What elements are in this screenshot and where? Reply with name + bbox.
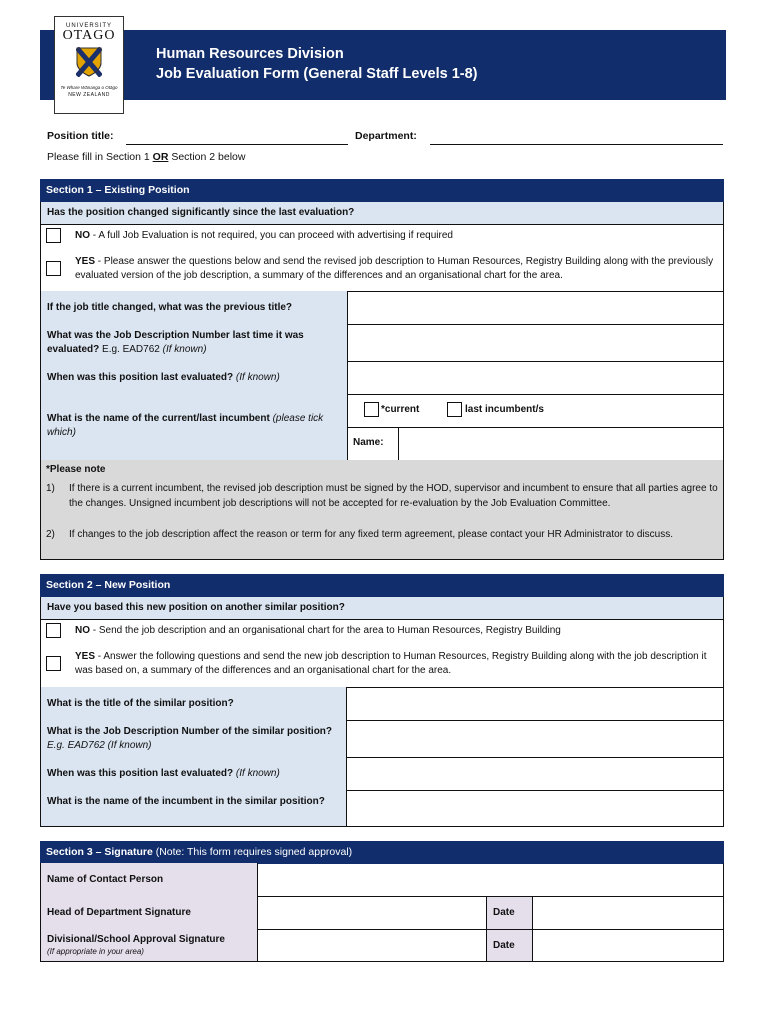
divisional-label xyxy=(41,929,257,961)
department-field[interactable] xyxy=(430,144,723,145)
section2-no-label: NO xyxy=(75,625,90,636)
divider xyxy=(347,427,724,428)
last-incumbent-label: last incumbent/s xyxy=(465,404,544,415)
note2-number: 2) xyxy=(46,529,55,540)
contact-label: Name of Contact Person xyxy=(41,863,257,896)
hod-date-label: Date xyxy=(487,897,532,929)
header-title xyxy=(156,44,478,84)
section2-header: Section 2 – New Position xyxy=(40,574,724,597)
section2-no-checkbox[interactable] xyxy=(46,623,61,638)
name-label: Name: xyxy=(353,437,384,448)
logo-university-text: UNIVERSITY xyxy=(65,23,112,29)
section2-no-text: - Send the job description and an organisational chart for the area to Human Resources, Registry Building xyxy=(90,625,561,636)
similar-jd-answer[interactable] xyxy=(347,721,723,757)
hod-label: Head of Department Signature xyxy=(41,896,257,929)
logo-motto: Te Whare Wānanga o Otāgo xyxy=(60,85,118,90)
section1-yes-text: - Please answer the questions below and send the revised job description to Human Resources, Registry Building along with the previously evaluated version of the job description, a summary of the differences and an organisational chart for the area. xyxy=(75,256,714,281)
section3-header xyxy=(40,841,724,864)
position-title-field[interactable] xyxy=(126,144,348,145)
university-logo xyxy=(54,16,124,114)
section2-yes-option xyxy=(75,650,717,678)
fill-prefix: Please fill in Section 1 xyxy=(47,151,153,163)
divisional-signature-field[interactable] xyxy=(258,930,486,961)
similar-jd-eg: E.g. EAD762 xyxy=(47,740,108,751)
contact-field[interactable] xyxy=(258,864,723,896)
section1-no-text: - A full Job Evaluation is not required, you can proceed with advertising if required xyxy=(90,230,453,241)
last-incumbent-checkbox[interactable] xyxy=(447,402,462,417)
crest-icon xyxy=(76,47,102,77)
section1-yes-option xyxy=(75,255,717,283)
hod-signature-field[interactable] xyxy=(258,897,486,929)
note1-text: If there is a current incumbent, the revised job description must be signed by the HOD, supervisor and incumbent to ensure that all parties agree to the changes. Unsigned incumbent job descriptions will not be accepted for re-evaluation by the Job Evaluation Committee. xyxy=(69,483,718,509)
similar-incumbent-answer[interactable] xyxy=(347,791,723,826)
note2-text: If changes to the job description affect the reason or term for any fixed term agreement, please contact your HR Administrator to discuss. xyxy=(69,529,674,540)
section2-question: Have you based this new position on another similar position? xyxy=(40,597,724,620)
section3-title: Section 3 – Signature xyxy=(46,846,153,858)
divider xyxy=(398,427,399,461)
divisional-label-text: Divisional/School Approval Signature xyxy=(47,934,225,945)
section1-no-checkbox[interactable] xyxy=(46,228,61,243)
section2-no-option xyxy=(75,624,715,638)
similar-title-answer[interactable] xyxy=(347,688,723,720)
section1-question: Has the position changed significantly since the last evaluation? xyxy=(40,202,724,225)
section1-no-option xyxy=(75,229,715,243)
section2-yes-text: - Answer the following questions and send the new job description to Human Resources, Registry Building along with the job description it was based on, a summary of the differences and an organisational chart for the area. xyxy=(75,651,707,676)
fill-or: OR xyxy=(152,151,169,163)
prev-title-answer[interactable] xyxy=(348,292,723,324)
similar-eval-known: (If known) xyxy=(235,768,280,779)
incumbent-tick: (please tick which) xyxy=(47,413,324,438)
similar-jd-known: (If known) xyxy=(107,740,152,751)
current-label: *current xyxy=(381,404,420,415)
jd-number-question-text: What was the Job Description Number last time it was evaluated? xyxy=(47,330,304,355)
section3-note: (Note: This form requires signed approval) xyxy=(152,846,353,858)
last-eval-question-text: When was this position last evaluated? xyxy=(47,372,236,383)
fill-instruction xyxy=(47,151,245,163)
incumbent-question xyxy=(41,394,347,460)
hod-date-field[interactable] xyxy=(533,897,723,929)
form-title: Job Evaluation Form (General Staff Levels 1-8) xyxy=(156,66,478,82)
department-label: Department: xyxy=(355,130,417,142)
section1-yes-checkbox[interactable] xyxy=(46,261,61,276)
jd-number-question xyxy=(41,324,347,361)
incumbent-question-text: What is the name of the current/last incumbent xyxy=(47,413,273,424)
section2-yes-checkbox[interactable] xyxy=(46,656,61,671)
logo-otago-text: OTAGO xyxy=(62,28,116,43)
jd-number-answer[interactable] xyxy=(348,325,723,361)
similar-incumbent-question: What is the name of the incumbent in the similar position? xyxy=(41,790,346,826)
section1-yes-label: YES xyxy=(75,256,96,267)
last-eval-known: (If known) xyxy=(235,372,280,383)
last-eval-answer[interactable] xyxy=(348,362,723,394)
section1-header: Section 1 – Existing Position xyxy=(40,179,724,202)
jd-number-known: (If known) xyxy=(162,344,207,355)
similar-eval-question-text: When was this position last evaluated? xyxy=(47,768,236,779)
similar-eval-question xyxy=(41,757,346,790)
current-checkbox[interactable] xyxy=(364,402,379,417)
position-title-label: Position title: xyxy=(47,130,114,142)
division-title: Human Resources Division xyxy=(156,46,344,62)
divisional-date-field[interactable] xyxy=(533,930,723,961)
divisional-date-label: Date xyxy=(487,930,532,961)
similar-title-question: What is the title of the similar position? xyxy=(41,687,346,720)
logo-nz-text: NEW ZEALAND xyxy=(68,92,110,98)
divisional-note: (If appropriate in your area) xyxy=(47,947,144,956)
incumbent-name-field[interactable] xyxy=(400,429,723,460)
fill-suffix: Section 2 below xyxy=(168,151,246,163)
section1-no-label: NO xyxy=(75,230,90,241)
similar-jd-question-text: What is the Job Description Number of the similar position? xyxy=(47,726,333,737)
similar-eval-answer[interactable] xyxy=(347,758,723,790)
prev-title-question: If the job title changed, what was the previous title? xyxy=(41,291,347,324)
note1-number: 1) xyxy=(46,483,55,494)
jd-number-eg: E.g. EAD762 xyxy=(99,344,163,355)
section2-yes-label: YES xyxy=(75,651,96,662)
note-title: *Please note xyxy=(46,464,106,475)
similar-jd-question xyxy=(41,720,346,757)
last-eval-question xyxy=(41,361,347,394)
